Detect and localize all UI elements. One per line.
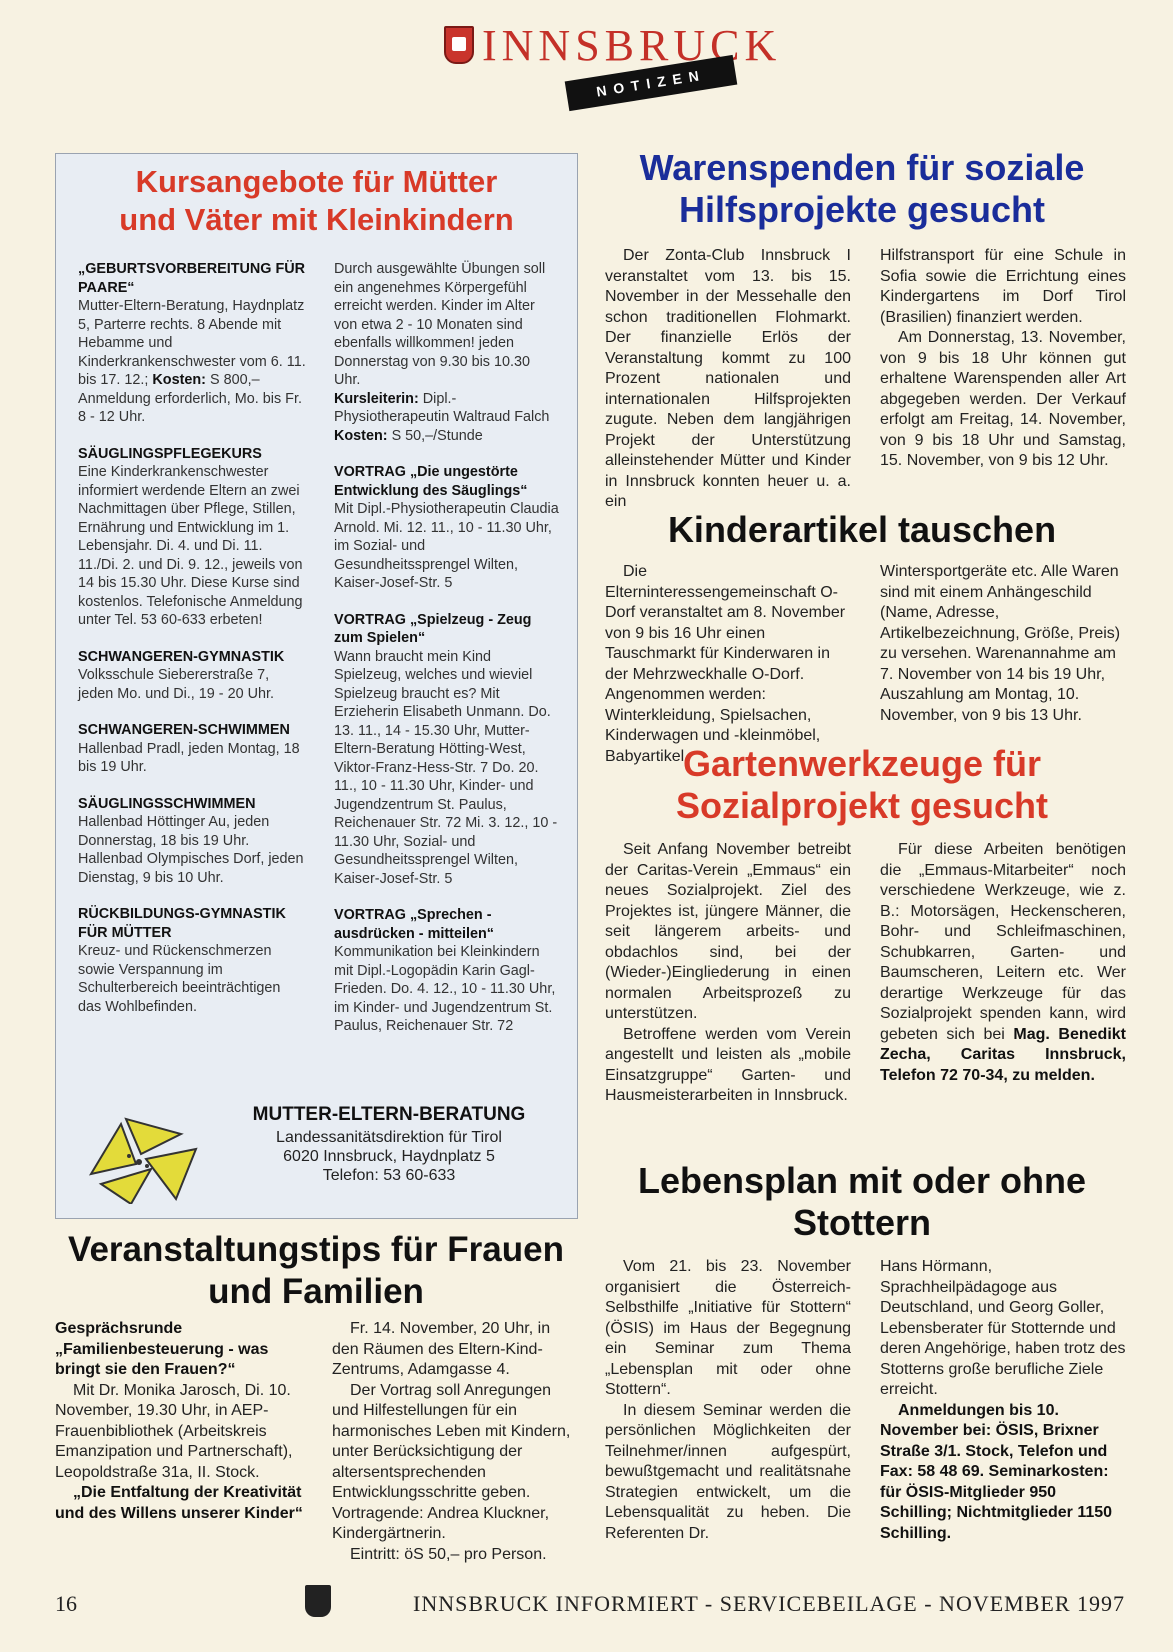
beratung-line: Landessanitätsdirektion für Tirol bbox=[276, 1129, 502, 1146]
leben-title-line1: Lebensplan mit oder ohne bbox=[637, 1160, 1087, 1201]
masthead-title: INNSBRUCK bbox=[482, 21, 782, 70]
course-heading: SCHWANGEREN-GYMNASTIK bbox=[78, 648, 285, 665]
event-text: Der Vortrag soll Anregungen und Hilfestellungen für ein harmonisches Leben mit Kindern, unter Berücksichtigung der altersentsprechenden Entwicklungsschritte geben. Vortragende: Andrea Kluckner, Kindergärtnerin. bbox=[332, 1381, 571, 1542]
kosten: S 50,–/Stunde bbox=[391, 427, 483, 444]
lecture-heading: VORTRAG „Die ungestörte Entwicklung des Säuglings“ bbox=[334, 464, 528, 499]
course-text: Hallenbad Pradl, jeden Montag, 18 bis 19 Uhr. bbox=[78, 740, 300, 775]
leben-title-line2: Stottern bbox=[793, 1202, 931, 1243]
leben-title bbox=[598, 1160, 1126, 1244]
panel-title-line1: Kursangebote für Mütter bbox=[135, 164, 498, 199]
triangles-logo-icon bbox=[81, 1104, 199, 1204]
article-text: Der Zonta-Club Innsbruck I veranstaltet vom 13. bis 15. November in der Messehalle den schon traditionellen Flohmarkt. Der finanzielle Erlös der Veranstaltung kommt zu 100 Prozent nationalen und internationalen Hilfsprojekten zugute. Neben dem langjährigen Projekt der Unterstützung alleinstehender Mütter und Kinder in Innsbruck konnten heuer u. a. ein bbox=[605, 247, 851, 510]
footer-text: INNSBRUCK INFORMIERT - SERVICEBEILAGE - NOVEMBER 1997 bbox=[413, 1591, 1125, 1616]
waren-title bbox=[598, 147, 1126, 231]
innsbruck-crest-icon bbox=[444, 26, 474, 64]
lecture-text: Kommunikation bei Kleinkindern mit Dipl.-Logopädin Karin Gagl-Frieden. Do. 4. 12., 10 - 11.30 Uhr, im Kinder- und Jugendzentrum St. Paulus, Reichenauer Str. 72 bbox=[334, 944, 556, 1034]
course-heading: RÜCKBILDUNGS-GYMNASTIK FÜR MÜTTER bbox=[78, 906, 286, 941]
veranst-title bbox=[50, 1229, 582, 1313]
course-text: Kreuz- und Rückenschmerzen sowie Verspannung im Schulterbereich beeinträchtigen das Wohlbefinden. bbox=[78, 943, 281, 1015]
course-heading: „GEBURTSVORBEREITUNG FÜR PAARE“ bbox=[78, 261, 306, 296]
kinder-col2 bbox=[880, 562, 1126, 726]
cost-label: Kosten: bbox=[152, 372, 206, 388]
beratung-box bbox=[81, 1104, 561, 1204]
article-text: Hans Hörmann, Sprachheilpädagoge aus Deutschland, und Georg Goller, Lebensberater für Stotternde und deren Angehörige, haben trotz des Stotterns große berufliche Ziele erreicht. bbox=[880, 1258, 1126, 1398]
article-text: Betroffene werden vom Verein angestellt und leisten als „mobile Einsatzgruppe“ Garten- und Hausmeisterarbeiten in Innsbruck. bbox=[605, 1025, 851, 1104]
event-heading: Gesprächsrunde „Familienbesteuerung - was bringt sie den Frauen?“ bbox=[55, 1320, 269, 1378]
kursleiterin: Dipl.-Physiotherapeutin Waltraud Falch bbox=[334, 390, 550, 425]
kursleiterin-label: Kursleiterin: bbox=[334, 390, 419, 407]
veranst-title-line2: und Familien bbox=[208, 1272, 424, 1311]
masthead-subtitle: NOTIZEN bbox=[565, 55, 738, 111]
contact-info: Mag. Benedikt Zecha, Caritas Innsbruck, Telefon 72 70-34, zu melden. bbox=[880, 1025, 1127, 1084]
beratung-line: 6020 Innsbruck, Haydnplatz 5 bbox=[283, 1148, 495, 1165]
article-text: Am Donnerstag, 13. November, von 9 bis 18 Uhr können gut erhaltene Warenspenden aller Art abgegeben werden. Der Verkauf erfolgt am Freitag, 14. November, von 9 bis 18 Uhr und Samstag, 15. November, von 9 bis 12 Uhr. bbox=[880, 329, 1126, 469]
panel-left-column bbox=[78, 260, 306, 1016]
course-text: Eine Kinderkrankenschwester informiert werdende Eltern an zwei Nachmittagen über Pflege, Stillen, Ernährung und Entwicklung im 1. Lebensjahr. Di. 4. und Di. 11. 11./Di. 2. und Di. 9. 12., jeweils von 14 bis 15.30 Uhr. Diese Kurse sind kostenlos. Telefonische Anmeldung unter Tel. 53 60-633 erbeten! bbox=[78, 464, 303, 628]
leben-col1 bbox=[605, 1257, 851, 1544]
panel-right-column bbox=[334, 260, 560, 1036]
beratung-name: MUTTER-ELTERN-BERATUNG bbox=[252, 1104, 526, 1125]
course-heading: SÄUGLINGSSCHWIMMEN bbox=[78, 795, 256, 812]
waren-title-line2: Hilfsprojekte gesucht bbox=[678, 189, 1046, 230]
article-text: Seit Anfang November betreibt der Caritas-Verein „Emmaus“ ein neues Sozialprojekt. Ziel des Projektes ist, jüngere Männer, die seit längerem arbeits- und obdachlos sind, bei der (Wieder-)Eingliederung in einen normalen Arbeitsprozeß zu unterstützen. bbox=[605, 841, 851, 1022]
veranst-title-line1: Veranstaltungstips für Frauen bbox=[68, 1230, 564, 1269]
course-heading: SÄUGLINGSPFLEGEKURS bbox=[78, 445, 262, 462]
garten-title bbox=[598, 743, 1126, 827]
lecture-text: Wann braucht mein Kind Spielzeug, welches und wieviel Spielzeug braucht es? Mit Erzieherin Elisabeth Unmann. Do. 13. 11., 14 - 15.30 Uhr, Mutter-Eltern-Beratung Hötting-West, Viktor-Franz-Hess-Str. 7 Do. 20. 11., 10 - 11.30 Uhr, Kinder- und Jugendzentrum St. Paulus, Reichenauer Str. 72 Mi. 3. 12., 10 - 11.30 Uhr, Sozial- und Gesundheitssprengel Wilten, Kaiser-Josef-Str. 5 bbox=[334, 648, 558, 887]
garten-title-line2: Sozialprojekt gesucht bbox=[675, 785, 1049, 826]
article-text: Für diese Arbeiten benötigen die „Emmaus-Mitarbeiter“ noch verschiedene Werkzeuge, wie z. B.: Motorsägen, Heckenscheren, Bohr- und Schleifmaschinen, Schubkarren, Garten- und Baumscheren, Leitern etc. Wer derartige Werkzeuge für das Sozialprojekt spenden kann, wird gebeten sich bei bbox=[880, 841, 1126, 1043]
kosten-label: Kosten: bbox=[334, 427, 388, 444]
article-text: Die Elterninteressengemeinschaft O-Dorf veranstaltet am 8. November von 9 bis 16 Uhr einen Tauschmarkt für Kinderwaren in der Mehrzweckhalle O-Dorf. Angenommen werden: Winterkleidung, Spielsachen, Kinderwagen und -kleinmöbel, Babyartikel, bbox=[605, 563, 846, 765]
course-heading: SCHWANGEREN-SCHWIMMEN bbox=[78, 722, 290, 738]
veranst-col1 bbox=[55, 1319, 307, 1524]
lecture-heading: VORTRAG „Sprechen - ausdrücken - mitteilen“ bbox=[334, 907, 494, 942]
course-text: Mutter-Eltern-Beratung, Haydnplatz 5, Parterre rechts. 8 Abende mit Hebamme und Kinderkrankenschwester vom 6. 11. bis 17. 12.; bbox=[78, 298, 306, 388]
course-cost: S 800,– Anmeldung erforderlich, Mo. bis Fr. 8 - 12 Uhr. bbox=[78, 372, 302, 425]
kinder-col1 bbox=[605, 562, 851, 767]
article-text: In diesem Seminar werden die persönlichen Möglichkeiten der Teilnehmer/innen aufgespürt, bewußtgemacht und realitätsnahe Strategien entwickelt, um die Lebensqualität zu heben. Die Referenten Dr. bbox=[605, 1401, 851, 1542]
article-text: Wintersportgeräte etc. Alle Waren sind mit einem Anhängeschild (Name, Adresse, Artikelbezeichnung, Größe, Preis) zu versehen. Warenannahme am 7. November von 14 bis 19 Uhr, Auszahlung am Montag, 10. November, von 9 bis 13 Uhr. bbox=[880, 563, 1121, 724]
course-text: Volksschule Siebererstraße 7, jeden Mo. und Di., 19 - 20 Uhr. bbox=[78, 667, 274, 702]
lecture-text: Mit Dipl.-Physiotherapeutin Claudia Arnold. Mi. 12. 11., 10 - 11.30 Uhr, im Sozial- und Gesundheitssprengel Wilten, Kaiser-Josef-Str. 5 bbox=[334, 501, 559, 591]
waren-col1 bbox=[605, 246, 851, 513]
masthead bbox=[444, 21, 782, 112]
article-text: Hilfstransport für eine Schule in Sofia sowie die Errichtung eines Kindergartens im Dorf Tirol (Brasilien) finanziert werden. bbox=[880, 247, 1126, 326]
registration-info: Anmeldungen bis 10. November bei: ÖSIS, Brixner Straße 3/1. Stock, Telefon und Fax: 58 48 69. Seminarkosten: für ÖSIS-Mitglieder 950 Schilling; Nichtmitglieder 1150 Schilling. bbox=[880, 1401, 1113, 1542]
footer-crest-icon bbox=[305, 1585, 331, 1617]
course-intro: Durch ausgewählte Übungen soll ein angenehmes Körpergefühl erreicht werden. Kinder im Alter von etwa 2 - 10 Monaten sind ebenfalls willkommen! jeden Donnerstag von 9.30 bis 10.30 Uhr. bbox=[334, 261, 546, 388]
garten-title-line1: Gartenwerkzeuge für bbox=[682, 743, 1042, 784]
veranst-col2 bbox=[332, 1319, 580, 1565]
garten-col2 bbox=[880, 840, 1126, 1086]
kursangebote-panel bbox=[55, 153, 578, 1219]
course-text: Hallenbad Höttinger Au, jeden Donnerstag, 18 bis 19 Uhr. Hallenbad Olympisches Dorf, jeden Dienstag, 9 bis 10 Uhr. bbox=[78, 814, 304, 886]
page-number: 16 bbox=[55, 1591, 77, 1616]
event-text: Fr. 14. November, 20 Uhr, in den Räumen des Eltern-Kind-Zentrums, Adamgasse 4. bbox=[332, 1320, 551, 1378]
lecture-heading: VORTRAG „Spielzeug - Zeug zum Spielen“ bbox=[334, 611, 532, 646]
event-heading: „Die Entfaltung der Kreativität und des Willens unserer Kinder“ bbox=[55, 1484, 303, 1522]
waren-title-line1: Warenspenden für soziale bbox=[639, 147, 1085, 188]
kinder-title: Kinderartikel tauschen bbox=[667, 509, 1057, 550]
beratung-line: Telefon: 53 60-633 bbox=[322, 1167, 456, 1184]
waren-col2 bbox=[880, 246, 1126, 472]
beratung-address bbox=[239, 1128, 539, 1185]
article-text: Vom 21. bis 23. November organisiert die Österreich-Selbsthilfe „Initiative für Stottern“ (ÖSIS) im Haus der Begegnung ein Seminar zum Thema „Lebensplan mit oder ohne Stottern“. bbox=[605, 1258, 851, 1398]
garten-col1 bbox=[605, 840, 851, 1107]
leben-col2 bbox=[880, 1257, 1126, 1544]
event-text: Mit Dr. Monika Jarosch, Di. 10. November, 19.30 Uhr, in AEP-Frauenbibliothek (Arbeitskreis Emanzipation und Partnerschaft), Leopoldstraße 31a, II. Stock. bbox=[55, 1381, 293, 1481]
panel-title-line2: und Väter mit Kleinkindern bbox=[119, 202, 514, 237]
event-text: Eintritt: öS 50,– pro Person. bbox=[350, 1545, 547, 1563]
footer bbox=[55, 1591, 1125, 1621]
